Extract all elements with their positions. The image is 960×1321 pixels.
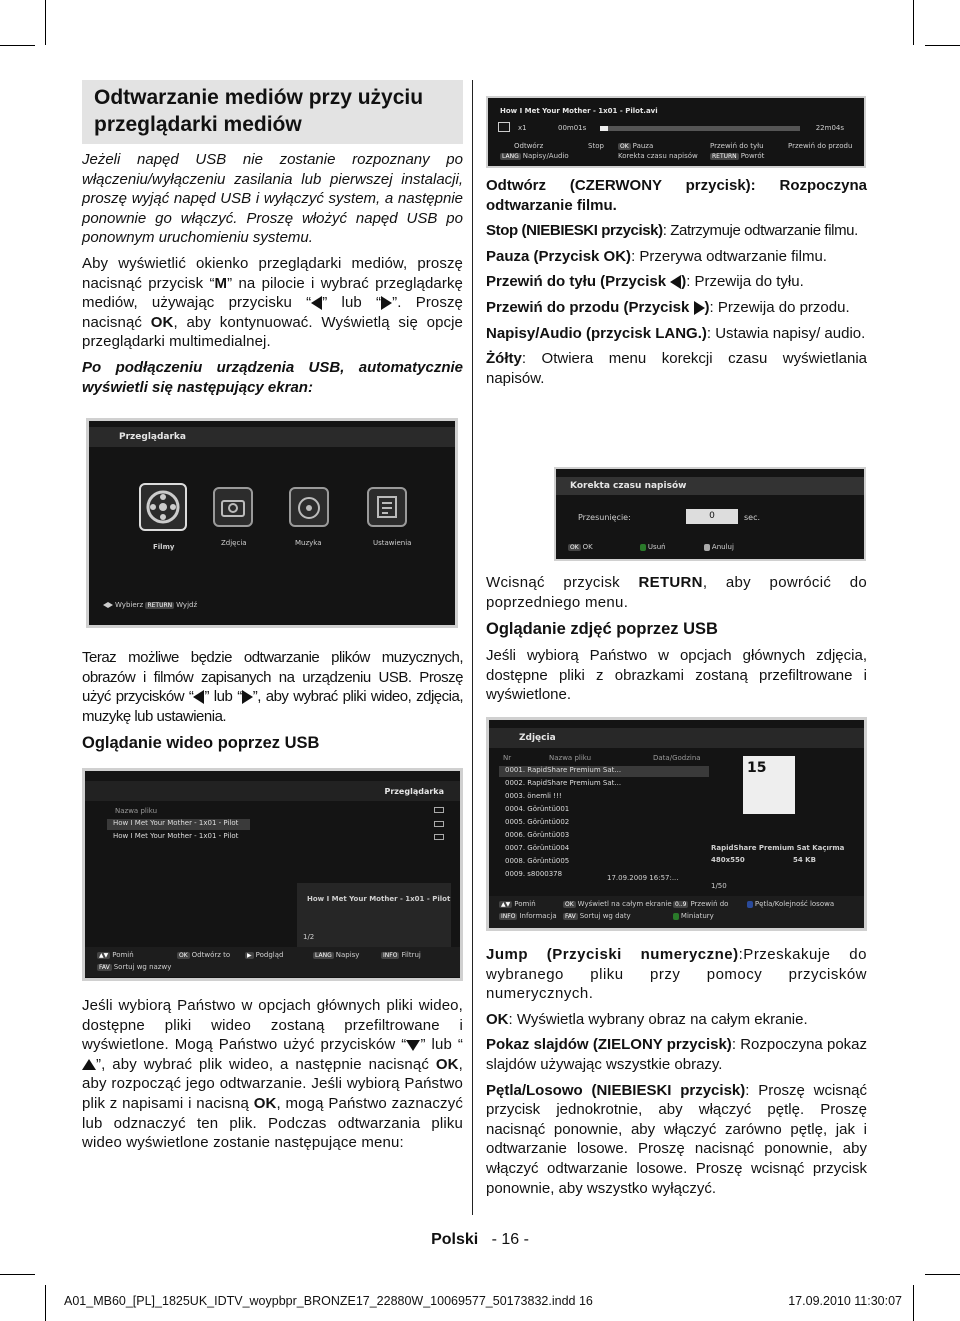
video-browser-screenshot — [82, 768, 463, 981]
forward-desc: Przewiń do przodu (Przycisk ): Przewija do przodu. — [486, 298, 850, 316]
section-heading: Odtwarzanie mediów przy użyciu przeglądarki mediów — [94, 86, 424, 136]
menu-item-zdjecia[interactable]: Zdjęcia — [221, 539, 247, 547]
settings-icon — [367, 487, 407, 527]
photo-file-row[interactable]: 0001. RapidShare Premium Sat... — [499, 766, 709, 777]
player-speed: x1 — [518, 124, 527, 132]
yellow-desc: Żółty: Otwiera menu korekcji czasu wyświetlania napisów. — [486, 350, 867, 387]
photo-col-nr: Nr — [503, 754, 512, 762]
subtitle-icon — [434, 834, 444, 840]
video-footer: ▲▼ Pomiń OK Odtwórz to ▶ Podgląd LANG Napisy INFO Filtruj FAV Sortuj wg nazwy — [85, 947, 460, 977]
media-browser-screenshot — [86, 418, 458, 628]
left-column — [82, 80, 463, 403]
player-control-rewind[interactable]: Przewiń do tyłu — [710, 142, 764, 150]
video-page-indicator: 1/2 — [303, 933, 315, 941]
camera-icon — [213, 487, 253, 527]
photo-file-list — [499, 766, 709, 886]
subtitle-ok-button[interactable]: OK OK — [570, 543, 593, 551]
crop-mark — [0, 45, 35, 46]
photo-col-date: Data/Godzina — [653, 754, 701, 762]
loop-desc: Pętla/Losowo (NIEBIESKI przycisk): Proszę wcisnąć przycisk jednokrotnie, aby włączyć pętlę. Proszę nacisnąć ponownie, aby włączyć zarówno pętlę, jak i odtwarzanie losowe. Proszę nacisnąć ponownie, aby włączyć odtwarzanie losowe. Proszę wcisnąć przycisk ponownie, aby wszystko wyłączyć. — [486, 1081, 867, 1197]
subtitle-timing-title: Korekta czasu napisów — [570, 481, 687, 491]
menu-item-muzyka[interactable]: Muzyka — [295, 539, 322, 547]
video-browser-title: Przeglądarka — [384, 787, 444, 796]
right-arrow-icon — [242, 690, 253, 704]
player-elapsed: 00m01s — [558, 124, 587, 132]
left-arrow-icon — [670, 275, 681, 289]
ok-desc: OK: Wyświetla wybrany obraz na całym ekranie. — [486, 1010, 808, 1028]
photo-thumbnail: 15 — [743, 756, 795, 814]
music-icon — [289, 487, 329, 527]
select-files-paragraph: Teraz możliwe będzie odtwarzanie plików muzycznych, obrazów i filmów zapisanych na urządzeniu USB. Proszę użyć przycisków “ ” lub “ ”, aby wybrać pliki wideo, zdjęcia, muzykę lub ustawienia. — [82, 649, 463, 725]
right-arrow-icon — [381, 296, 392, 310]
player-control-stop[interactable]: Stop — [588, 142, 604, 150]
footer-page-number: - 16 - — [491, 1231, 529, 1248]
right-column-upper — [486, 176, 867, 394]
section-heading-box — [82, 80, 463, 144]
footer-date: 17.09.2010 11:30:07 — [788, 1294, 902, 1308]
photo-file-row[interactable]: 0009. s8000378 — [505, 870, 563, 878]
up-arrow-icon — [82, 1059, 96, 1070]
video-usb-heading: Oglądanie wideo poprzez USB — [82, 734, 320, 753]
video-player-screenshot — [486, 96, 866, 168]
photo-row9-date: 17.09.2009 16:57:... — [607, 874, 679, 882]
footer-language: Polski — [431, 1231, 479, 1248]
photo-info-dimensions: 480x550 — [711, 856, 745, 864]
video-preview-title: How I Met Your Mother - 1x01 - Pilot — [307, 895, 451, 903]
offset-field[interactable]: 0 — [686, 509, 738, 524]
play-icon — [498, 122, 510, 132]
photo-usb-heading: Oglądanie zdjęć poprzez USB — [486, 620, 718, 639]
down-arrow-icon — [406, 1040, 420, 1051]
stop-desc: Stop (NIEBIESKI przycisk): Zatrzymuje odtwarzanie filmu. — [486, 222, 858, 240]
player-filename: How I Met Your Mother - 1x01 - Pilot.avi — [500, 107, 658, 115]
menu-item-filmy[interactable]: Filmy — [153, 543, 175, 551]
photo-info-name: RapidShare Premium Sat Kaçırma — [711, 844, 845, 852]
subtitle-timing-screenshot — [554, 467, 866, 561]
jump-desc: Jump (Przyciski numeryczne):Przeskakuje do wybranego pliku przy pomocy przycisków numerycznych. — [486, 946, 867, 1003]
player-control-subtitle-timing[interactable]: Korekta czasu napisów — [618, 152, 698, 160]
usb-connected-paragraph: Po podłączeniu urządzenia USB, automatycznie wyświetli się następujący ekran: — [82, 358, 463, 396]
photo-footer: ▲▼ Pomiń INFO Informacja OK Wyświetl na całym ekranie FAV Sortuj wg daty 0..9 Przewiń do Miniatury Pętla/Kolejność losowa — [489, 896, 864, 928]
crop-mark — [913, 0, 914, 45]
crop-mark — [45, 0, 46, 45]
player-control-play[interactable]: Odtwórz — [514, 142, 544, 150]
column-divider — [472, 80, 473, 1215]
video-file-row[interactable]: How I Met Your Mother - 1x01 - Pilot — [113, 832, 239, 840]
player-control-pause[interactable]: OK Pauza — [620, 142, 654, 150]
footer-filename: A01_MB60_[PL]_1825UK_IDTV_woypbpr_BRONZE17_22880W_10069577_50173832.indd 16 — [64, 1294, 593, 1308]
return-desc: Wcisnąć przycisk RETURN, aby powrócić do poprzedniego menu. — [486, 574, 868, 611]
photo-col-name: Nazwa pliku — [549, 754, 592, 762]
offset-unit: sec. — [744, 513, 761, 522]
photo-file-row[interactable]: 0003. önemli !!! — [505, 792, 562, 800]
browser-title: Przeglądarka — [119, 432, 186, 442]
photo-browser-screenshot — [486, 717, 867, 931]
subtitle-audio-desc: Napisy/Audio (przycisk LANG.): Ustawia napisy/ audio. — [486, 324, 866, 342]
player-control-return[interactable]: RETURN Powrót — [712, 152, 765, 160]
menu-item-ustawienia[interactable]: Ustawienia — [373, 539, 412, 547]
photo-paragraph: Jeśli wybiorą Państwo w opcjach głównych zdjęcia, dostępne pliki z obrazkami zostaną przefiltrowane i wyświetlone. — [486, 647, 867, 704]
subtitle-cancel-button[interactable]: Anuluj — [704, 543, 734, 551]
subtitle-icon — [434, 821, 444, 827]
video-file-row[interactable]: How I Met Your Mother - 1x01 - Pilot — [107, 819, 250, 830]
offset-label: Przesunięcie: — [578, 513, 631, 522]
left-column-bottom — [82, 996, 463, 1159]
right-column-middle — [486, 573, 867, 711]
right-arrow-icon — [694, 301, 705, 315]
left-column-lower — [82, 648, 463, 760]
film-reel-icon — [139, 483, 187, 531]
player-progress-track[interactable] — [600, 126, 800, 131]
subtitle-icon — [434, 807, 444, 813]
crop-mark — [925, 45, 960, 46]
photo-file-row[interactable]: 0002. RapidShare Premium Sat... — [505, 779, 622, 787]
player-control-subtitle[interactable]: LANG Napisy/Audio — [502, 152, 569, 160]
video-column-header: Nazwa pliku — [115, 807, 158, 815]
player-progress-fill — [600, 126, 608, 131]
left-arrow-icon — [193, 690, 204, 704]
crop-mark — [45, 1285, 46, 1321]
page-footer — [0, 1231, 960, 1249]
crop-mark — [913, 1285, 914, 1321]
photo-file-row[interactable]: 0008. Görüntü005 — [505, 857, 570, 865]
photo-browser-title: Zdjęcia — [519, 733, 556, 743]
left-arrow-icon — [311, 296, 322, 310]
video-select-paragraph: Jeśli wybiorą Państwo w opcjach głównych pliki wideo, dostępne pliki wideo zostaną przefiltrowane i wyświetlone. Mogą Państwo użyć przycisków “ ” lub “”, aby wybrać plik wideo, a następnie nacisnąć OK, aby rozpocząć jego odtwarzanie. Jeśli wybiorą Państwo plik z napisami i nacisną OK, mogą Państwo zaznaczyć lub odznaczyć ten plik. Podczas odtwarzania pliku wideo wyświetlone zostanie następujące menu: — [82, 997, 463, 1152]
browser-footer-select: Wybierz RETURN Wyjdź — [103, 601, 197, 609]
photo-file-row[interactable]: 0007. Görüntü004 — [505, 844, 570, 852]
crop-mark — [0, 1274, 35, 1275]
photo-file-row[interactable]: 0005. Görüntü002 — [505, 818, 570, 826]
play-desc: Odtwórz (CZERWONY przycisk): Rozpoczyna odtwarzanie filmu. — [486, 177, 867, 214]
player-control-forward[interactable]: Przewiń do przodu — [788, 142, 853, 150]
slideshow-desc: Pokaz slajdów (ZIELONY przycisk): Rozpoczyna pokaz slajdów używając wszystkie obrazy. — [486, 1036, 868, 1073]
crop-mark — [925, 1274, 960, 1275]
photo-info-size: 54 KB — [793, 856, 816, 864]
subtitle-delete-button[interactable]: Usuń — [640, 543, 666, 551]
pause-desc: Pauza (Przycisk OK): Przerywa odtwarzanie filmu. — [486, 247, 827, 265]
player-total: 22m04s — [815, 124, 844, 132]
intro-paragraph: Jeżeli napęd USB nie zostanie rozpoznany po włączeniu/wyłączeniu zasilania lub pierwszej instalacji, proszę wyjąć napęd USB i wyłączyć system, a następnie ponownie go włączyć. Proszę włożyć napęd USB po ponownym uruchomieniu systemu. — [82, 151, 463, 247]
video-preview-panel — [297, 883, 451, 953]
rewind-desc: Przewiń do tyłu (Przycisk ): Przewija do tyłu. — [486, 273, 804, 291]
right-column-bottom — [486, 945, 867, 1204]
browser-open-paragraph: Aby wyświetlić okienko przeglądarki mediów, proszę nacisnąć przycisk “M” na pilocie i wybrać przeglądarkę mediów, używając przycisku “ ” lub “ ”. Proszę nacisnąć OK, aby kontynuować. Wyświetlą się opcje przeglądarki multimedialnej. — [82, 254, 464, 351]
photo-file-row[interactable]: 0006. Görüntü003 — [505, 831, 570, 839]
photo-page-indicator: 1/50 — [711, 882, 727, 890]
photo-file-row[interactable]: 0004. Görüntü001 — [505, 805, 570, 813]
